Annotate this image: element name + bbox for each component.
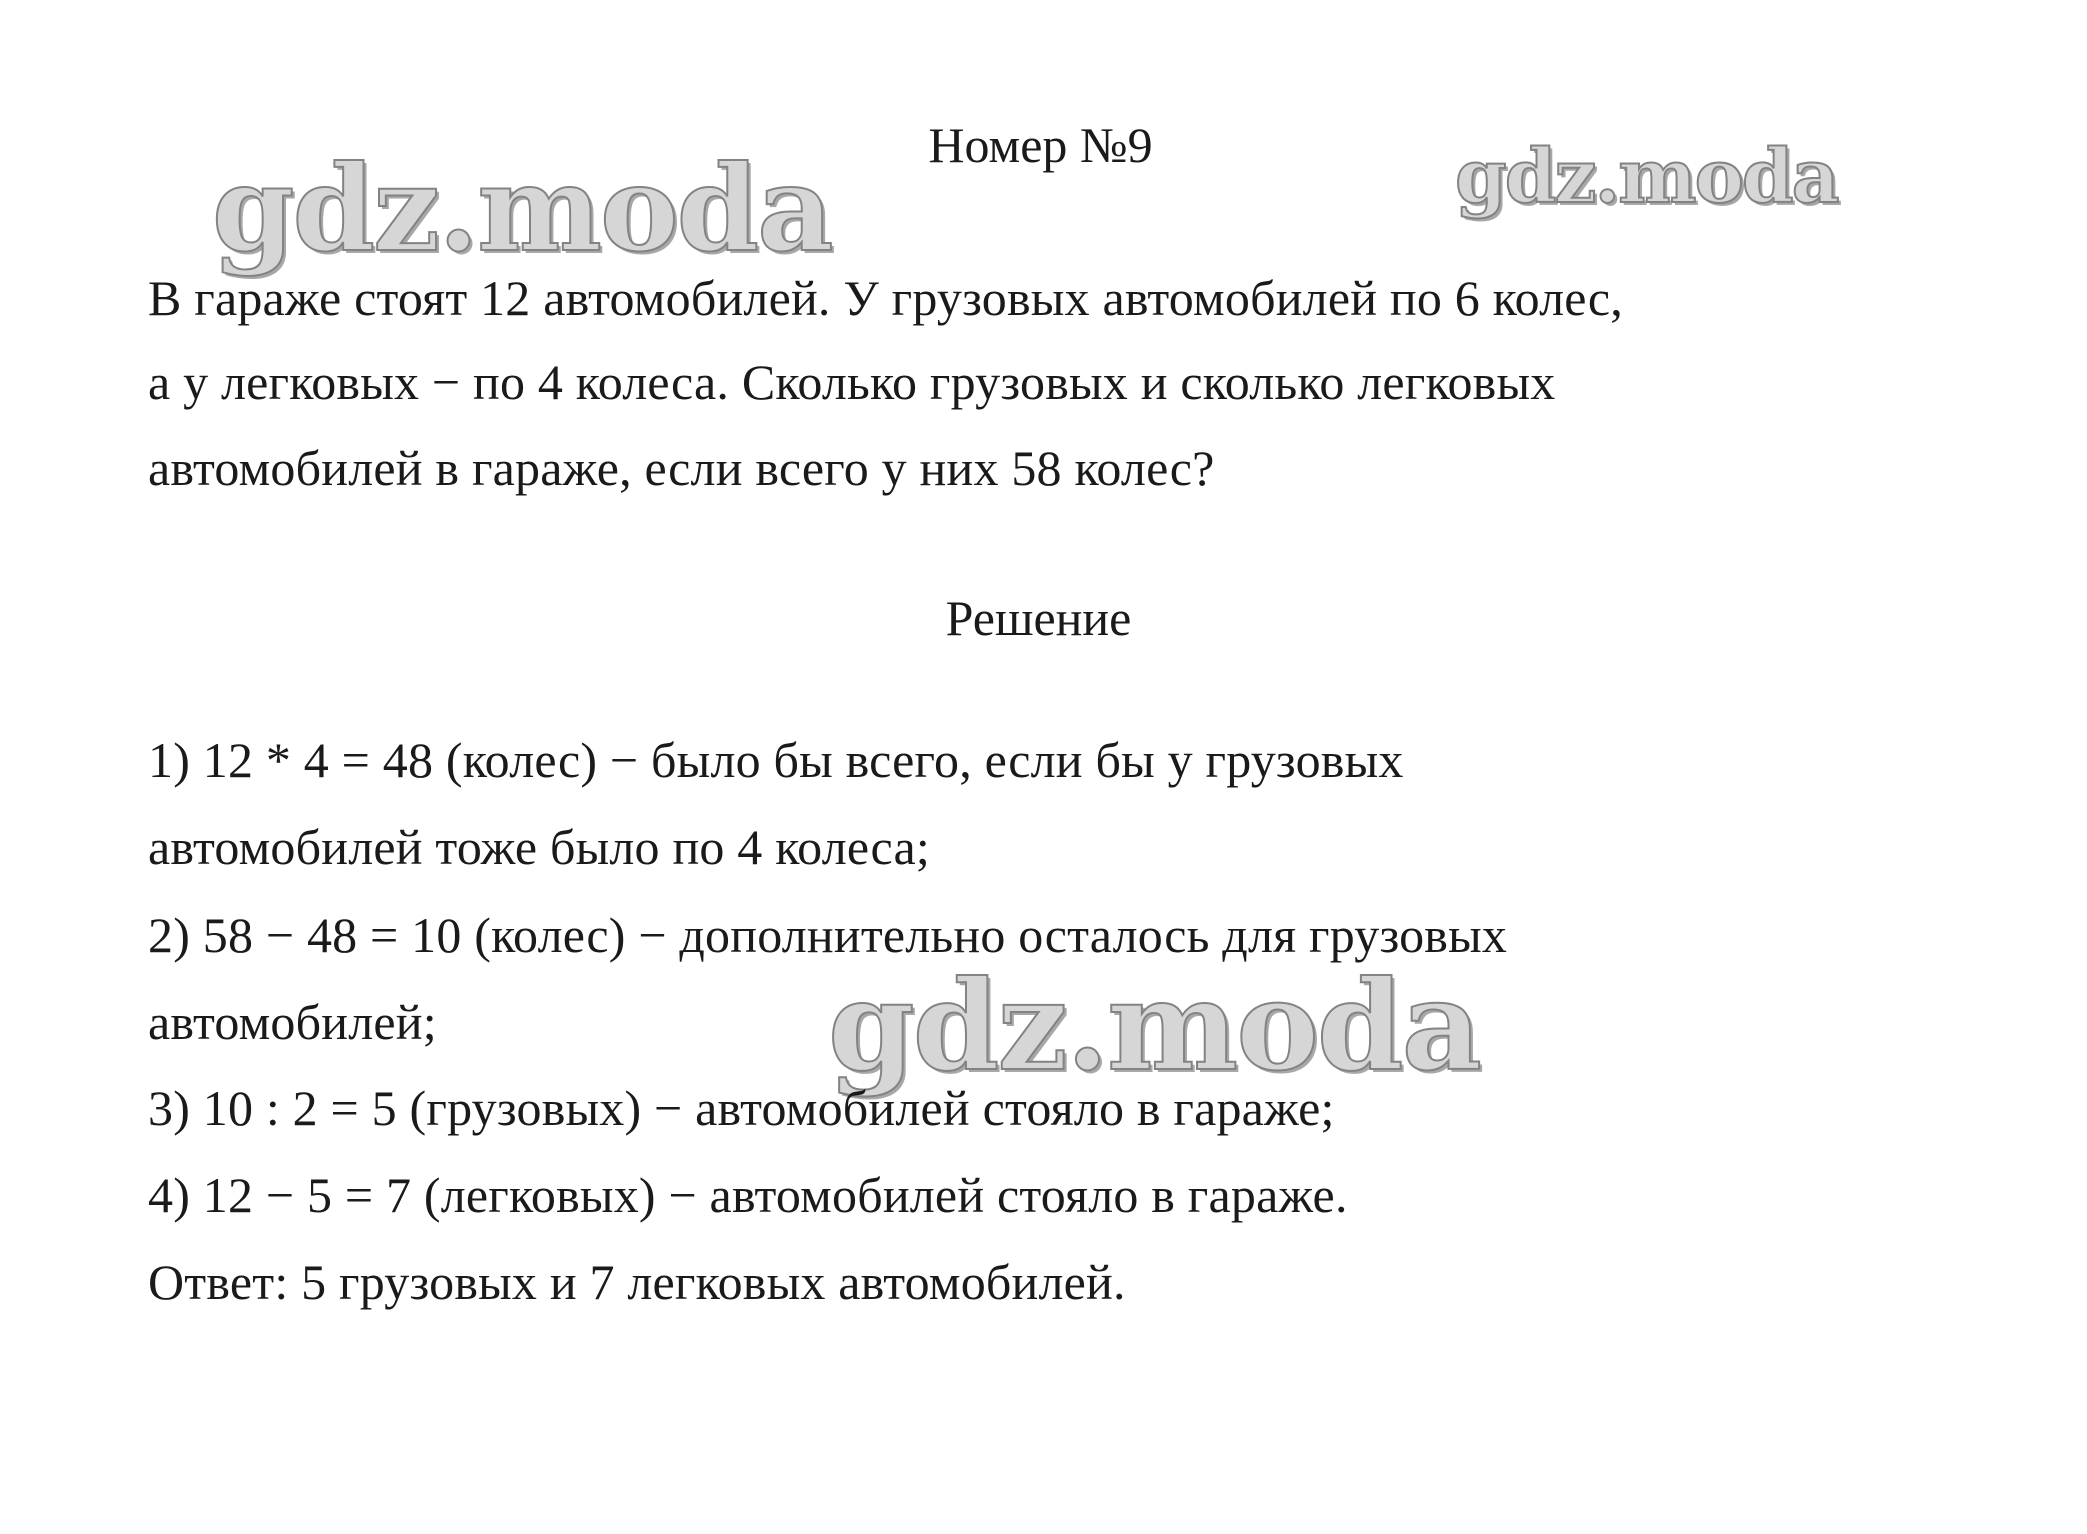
solution-heading bbox=[0, 590, 2087, 646]
problem-number-title-text: Номер №9 bbox=[928, 117, 1153, 173]
solution-line: 2) 58 − 48 = 10 (колес) − дополнительно осталось для грузовых bbox=[148, 907, 1508, 963]
problem-text-line: а у легковых − по 4 колеса. Сколько грузовых и сколько легковых bbox=[148, 354, 1556, 410]
solution-line: 1) 12 * 4 = 48 (колес) − было бы всего, если бы у грузовых bbox=[148, 732, 1404, 788]
solution-line: автомобилей; bbox=[148, 994, 437, 1050]
problem-text-line: автомобилей в гараже, если всего у них 58 колес? bbox=[148, 440, 1215, 496]
answer-line: Ответ: 5 грузовых и 7 легковых автомобилей. bbox=[148, 1254, 1126, 1310]
solution-line: 4) 12 − 5 = 7 (легковых) − автомобилей стояло в гараже. bbox=[148, 1167, 1348, 1223]
solution-line: автомобилей тоже было по 4 колеса; bbox=[148, 819, 930, 875]
watermark-logo: gdz.moda bbox=[828, 954, 1480, 1099]
watermark-logo: gdz.moda bbox=[212, 139, 832, 278]
solution-heading-text: Решение bbox=[945, 590, 1132, 646]
problem-number-title bbox=[0, 117, 2087, 173]
watermark-logo: gdz.moda bbox=[1455, 134, 1838, 220]
solution-line: 3) 10 : 2 = 5 (грузовых) − автомобилей стояло в гараже; bbox=[148, 1080, 1335, 1136]
problem-text-line: В гараже стоят 12 автомобилей. У грузовых автомобилей по 6 колес, bbox=[148, 270, 1624, 326]
